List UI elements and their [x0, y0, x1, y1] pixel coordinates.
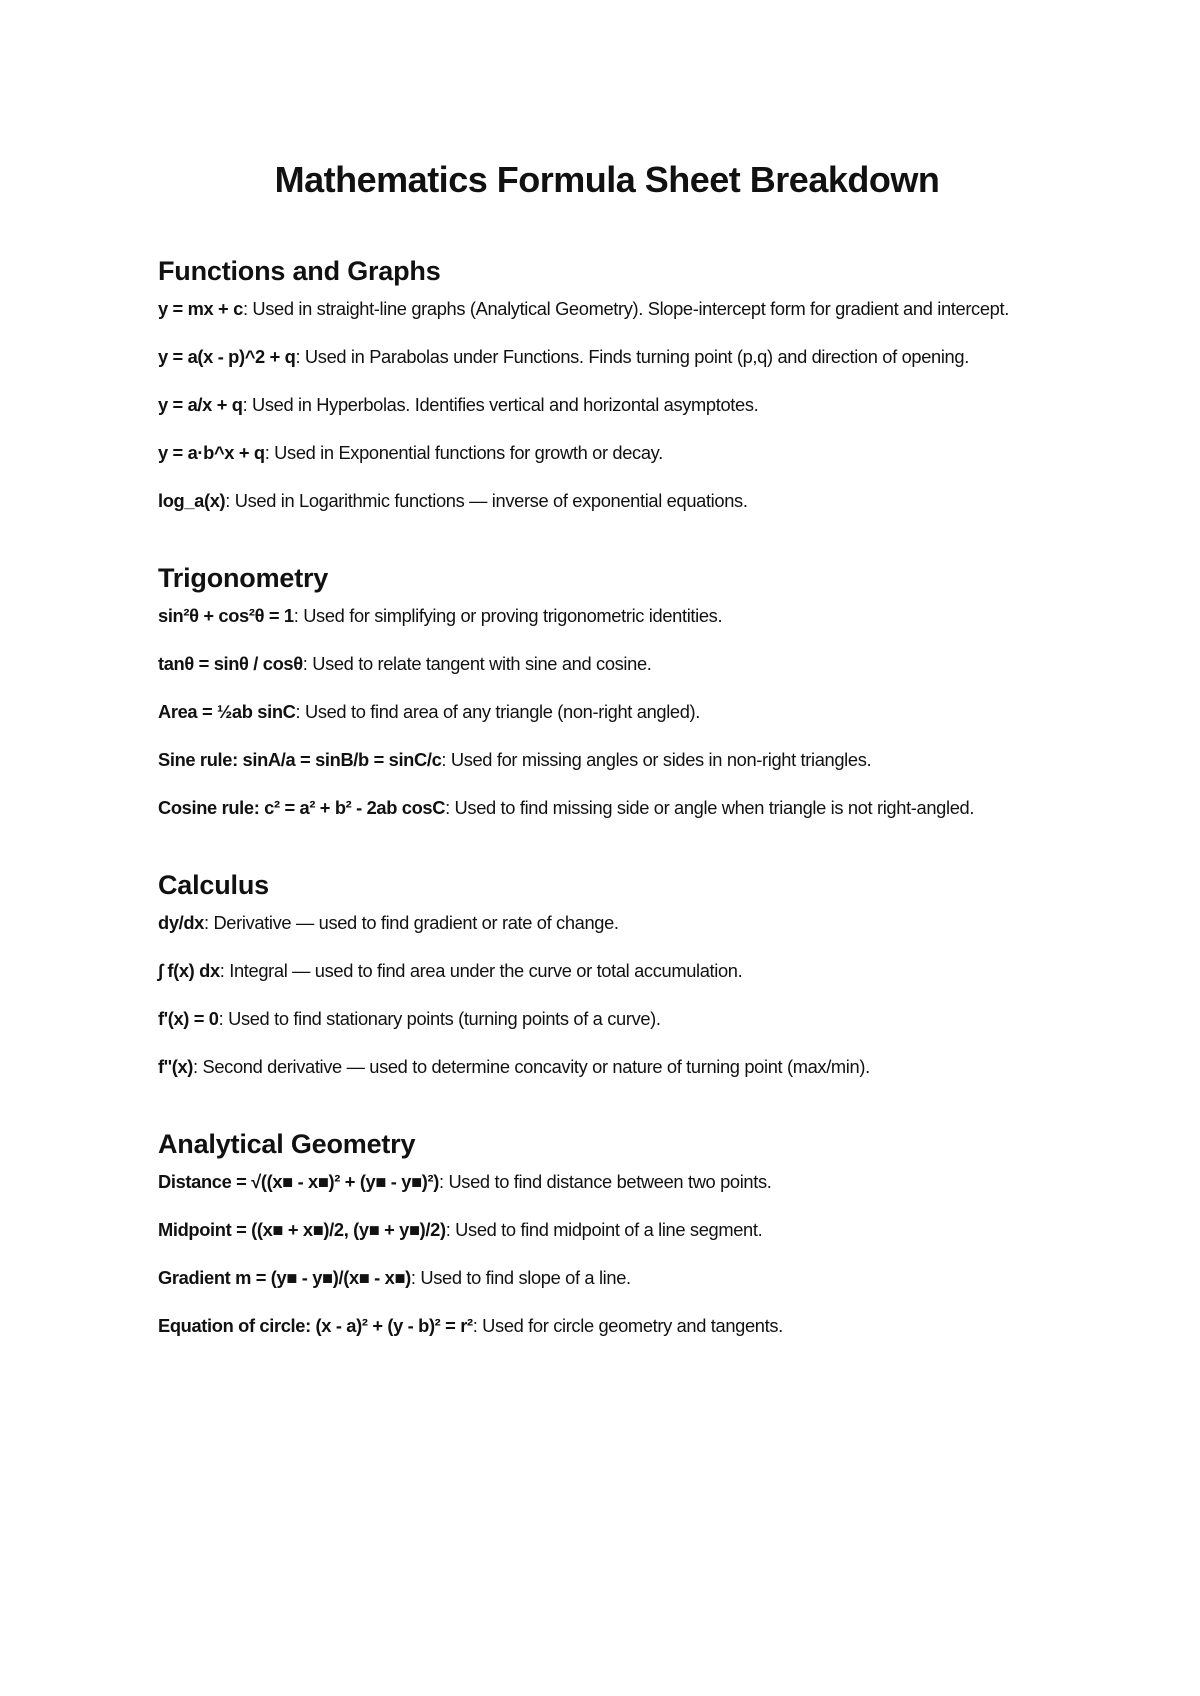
formula-description: : Used in Logarithmic functions — inverse of exponential equations.	[225, 490, 748, 511]
formula-description: : Used in Exponential functions for growth or decay.	[264, 442, 663, 463]
formula-entry	[158, 651, 1050, 676]
formula: dy/dx	[158, 912, 204, 933]
formula: Cosine rule: c² = a² + b² - 2ab cosC	[158, 797, 446, 818]
document-title: Mathematics Formula Sheet Breakdown	[274, 159, 940, 200]
formula-description: : Used to find area of any triangle (non-right angled).	[295, 701, 701, 722]
formula-entry	[158, 1054, 1050, 1079]
formula-entry	[158, 1217, 1050, 1242]
formula-description: : Derivative — used to find gradient or rate of change.	[204, 912, 619, 933]
formula: y = a(x - p)^2 + q	[158, 346, 296, 367]
formula: f''(x)	[158, 1056, 194, 1077]
formula: log_a(x)	[158, 490, 226, 511]
formula-description: : Used in straight-line graphs (Analytical Geometry). Slope-intercept form for gradient and intercept.	[242, 298, 1009, 319]
formula-entry	[158, 488, 1050, 513]
formula-description: : Used to find midpoint of a line segment.	[445, 1219, 763, 1240]
section-heading: Calculus	[158, 870, 269, 900]
formula-entry	[158, 958, 1050, 983]
formula-description: : Used for circle geometry and tangents.	[472, 1315, 783, 1336]
formula: tanθ = sinθ / cosθ	[158, 653, 303, 674]
section-functions-and-graphs	[158, 254, 1050, 513]
formula: ∫ f(x) dx	[158, 960, 220, 981]
formula-description: : Used to relate tangent with sine and cosine.	[302, 653, 652, 674]
section-analytical-geometry	[158, 1127, 1050, 1338]
formula: Gradient m = (y■ - y■)/(x■ - x■)	[158, 1267, 411, 1288]
section-calculus	[158, 868, 1050, 1079]
formula-entry	[158, 1265, 1050, 1290]
formula-description: : Used to find missing side or angle when triangle is not right-angled.	[445, 797, 975, 818]
formula-entry	[158, 795, 1050, 820]
formula: y = mx + c	[158, 298, 243, 319]
formula-entry	[158, 1313, 1050, 1338]
formula-entry	[158, 344, 1050, 369]
formula: sin²θ + cos²θ = 1	[158, 605, 294, 626]
section-trigonometry	[158, 561, 1050, 820]
formula-entry	[158, 296, 1050, 321]
section-heading: Analytical Geometry	[158, 1129, 416, 1159]
formula-description: : Used to find stationary points (turning points of a curve).	[218, 1008, 661, 1029]
section-heading: Trigonometry	[158, 563, 329, 593]
formula-description: : Used for missing angles or sides in non-right triangles.	[441, 749, 872, 770]
formula-entry	[158, 603, 1050, 628]
formula: f'(x) = 0	[158, 1008, 219, 1029]
formula-entry	[158, 1006, 1050, 1031]
formula-description: : Used to find distance between two points.	[439, 1171, 772, 1192]
formula: y = a/x + q	[158, 394, 243, 415]
formula: Sine rule: sinA/a = sinB/b = sinC/c	[158, 749, 442, 770]
formula-entry	[158, 440, 1050, 465]
formula-entry	[158, 747, 1050, 772]
formula: y = a·b^x + q	[158, 442, 265, 463]
formula-description: : Used in Parabolas under Functions. Finds turning point (p,q) and direction of opening.	[295, 346, 969, 367]
formula-description: : Used in Hyperbolas. Identifies vertical and horizontal asymptotes.	[242, 394, 759, 415]
formula-description: : Used to find slope of a line.	[410, 1267, 631, 1288]
formula-entry	[158, 910, 1050, 935]
formula-entry	[158, 392, 1050, 417]
formula: Midpoint = ((x■ + x■)/2, (y■ + y■)/2)	[158, 1219, 446, 1240]
formula: Distance = √((x■ - x■)² + (y■ - y■)²)	[158, 1171, 439, 1192]
formula-description: : Used for simplifying or proving trigonometric identities.	[293, 605, 723, 626]
formula-entry	[158, 699, 1050, 724]
section-heading: Functions and Graphs	[158, 256, 441, 286]
formula: Area = ½ab sinC	[158, 701, 296, 722]
formula-description: : Integral — used to find area under the curve or total accumulation.	[219, 960, 743, 981]
formula-entry	[158, 1169, 1050, 1194]
formula-description: : Second derivative — used to determine concavity or nature of turning point (max/min).	[193, 1056, 870, 1077]
formula: Equation of circle: (x - a)² + (y - b)² = r²	[158, 1315, 473, 1336]
